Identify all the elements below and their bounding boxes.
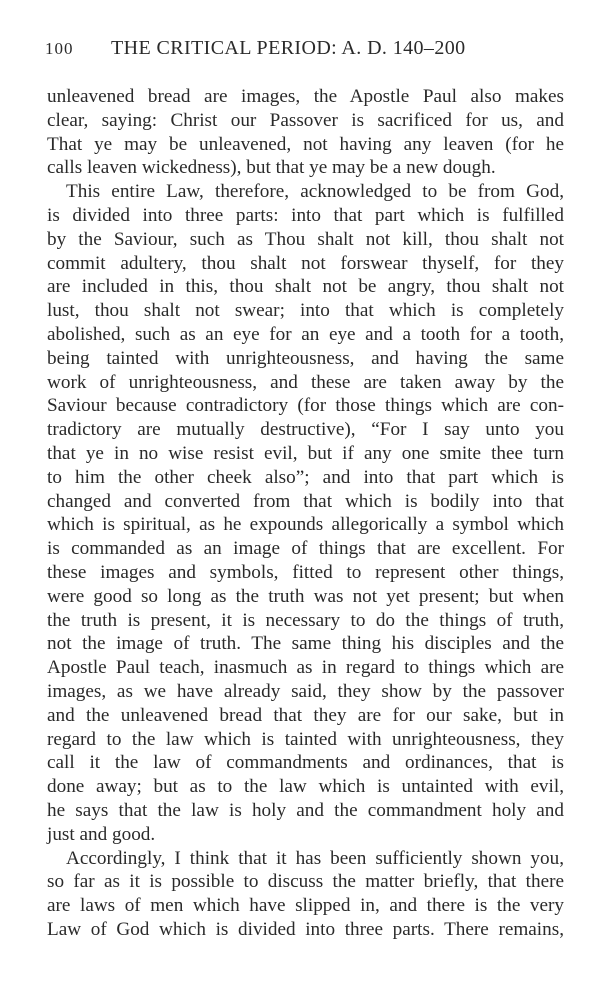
- body-text: [47, 85, 564, 942]
- text-line: are included in this, thou shalt not be angry, thou shalt not: [47, 276, 564, 298]
- running-head: [45, 37, 565, 65]
- text-line: just and good.: [47, 823, 156, 845]
- text-line: images, as we have already said, they show by the passover: [47, 680, 564, 702]
- text-line: these images and symbols, fitted to represent other things,: [47, 561, 564, 583]
- text-line: to him the other cheek also”; and into that part which is: [47, 466, 564, 488]
- running-title: THE CRITICAL PERIOD: A. D. 140–200: [111, 37, 466, 59]
- text-line: which is spiritual, as he expounds allegorically a symbol which: [47, 514, 564, 536]
- text-line: changed and converted from that which is bodily into that: [47, 490, 564, 512]
- text-line: unleavened bread are images, the Apostle Paul also makes: [47, 86, 564, 107]
- text-line: Law of God which is divided into three parts. There remains,: [47, 918, 564, 940]
- text-line: call it the law of commandments and ordinances, that is: [47, 752, 564, 774]
- text-line: Apostle Paul teach, inasmuch as in regard to things which are: [47, 657, 564, 679]
- text-line: clear, saying: Christ our Passover is sacrificed for us, and: [47, 109, 564, 131]
- text-line: Saviour because contradictory (for those things which are con-: [47, 395, 564, 417]
- page-number: 100: [45, 39, 74, 58]
- text-line: and the unleavened bread that they are for our sake, but in: [47, 704, 564, 726]
- text-line: calls leaven wickedness), but that ye may be a new dough.: [47, 157, 496, 179]
- text-line: commit adultery, thou shalt not forswear thyself, for they: [47, 252, 564, 274]
- text-line: not the image of truth. The same thing his disciples and the: [47, 633, 564, 655]
- text-line: were good so long as the truth was not yet present; but when: [47, 585, 564, 607]
- text-line: by the Saviour, such as Thou shalt not kill, thou shalt not: [47, 228, 564, 250]
- text-line: tradictory are mutually destructive), “For I say unto you: [47, 419, 564, 441]
- paragraph: [47, 180, 564, 846]
- text-line: are laws of men which have slipped in, and there is the very: [47, 895, 564, 917]
- text-line: That ye may be unleavened, not having any leaven (for he: [47, 133, 564, 155]
- text-line: the truth is present, it is necessary to do the things of truth,: [47, 609, 564, 631]
- text-line: abolished, such as an eye for an eye and a tooth for a tooth,: [47, 323, 564, 345]
- paragraph: [47, 85, 564, 180]
- text-line: is divided into three parts: into that part which is fulfilled: [47, 204, 564, 226]
- text-line: This entire Law, therefore, acknowledged to be from God,: [66, 181, 564, 203]
- text-line: being tainted with unrighteousness, and having the same: [47, 347, 564, 369]
- text-line: work of unrighteousness, and these are taken away by the: [47, 371, 564, 393]
- text-line: is commanded as an image of things that are excellent. For: [47, 538, 564, 560]
- text-line: lust, thou shalt not swear; into that which is completely: [47, 300, 564, 322]
- text-line: so far as it is possible to discuss the matter briefly, that there: [47, 871, 564, 893]
- text-line: he says that the law is holy and the commandment holy and: [47, 799, 564, 821]
- text-line: that ye in no wise resist evil, but if any one smite thee turn: [47, 442, 564, 464]
- text-line: regard to the law which is tainted with unrighteousness, they: [47, 728, 564, 750]
- paragraph: [47, 847, 564, 942]
- text-line: done away; but as to the law which is untainted with evil,: [47, 776, 564, 798]
- text-line: Accordingly, I think that it has been sufficiently shown you,: [66, 847, 564, 869]
